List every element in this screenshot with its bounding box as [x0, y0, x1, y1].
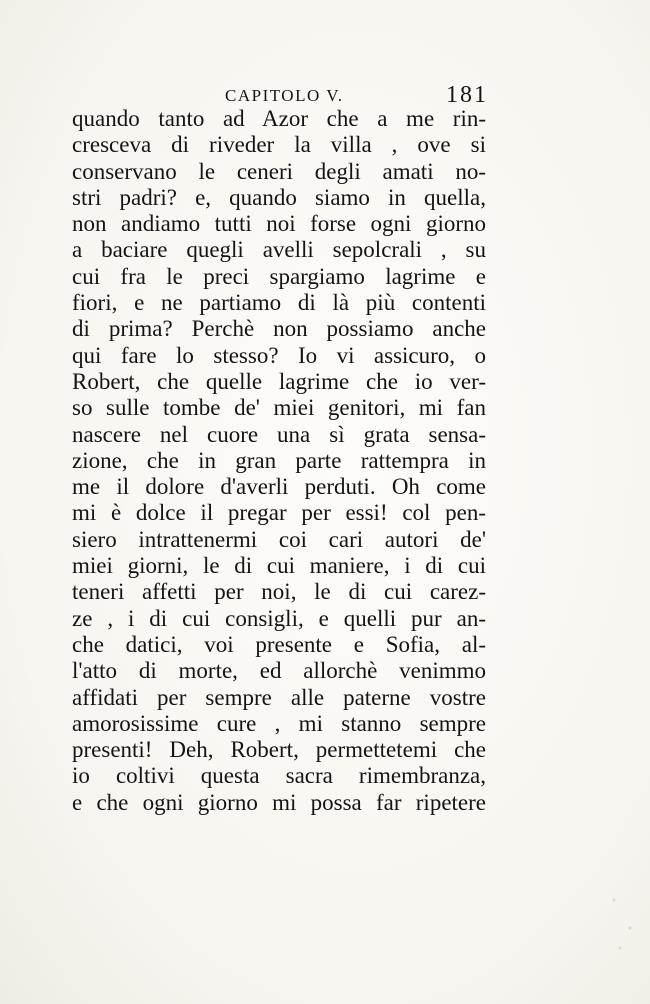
text-line: cui fra le preci spargiamo lagrime e	[72, 263, 486, 289]
text-line: so sulle tombe de' miei genitori, mi fan	[72, 395, 486, 421]
text-line: conservano le ceneri degli amati no-	[72, 158, 486, 184]
text-line: che datici, voi presente e Sofia, al-	[72, 631, 486, 657]
text-line: io coltivi questa sacra rimembranza,	[72, 763, 486, 789]
text-line: a baciare quegli avelli sepolcrali , su	[72, 237, 486, 263]
text-line: siero intrattenermi coi cari autori de'	[72, 526, 486, 552]
paper-specks	[602, 884, 642, 964]
text-line: stri padri? e, quando siamo in quella,	[72, 184, 486, 210]
text-line: quando tanto ad Azor che a me rin-	[72, 106, 486, 131]
text-line: cresceva di riveder la villa , ove si	[72, 132, 486, 158]
text-line: amorosissime cure , mi stanno sempre	[72, 710, 486, 736]
text-line: zione, che in gran parte rattempra in	[72, 447, 486, 473]
body-text	[72, 106, 486, 816]
text-line: non andiamo tutti noi forse ogni giorno	[72, 211, 486, 237]
text-line: affidati per sempre alle paterne vostre	[72, 684, 486, 710]
text-line: l'atto di morte, ed allorchè venimmo	[72, 658, 486, 684]
text-line: fiori, e ne partiamo di là più contenti	[72, 290, 486, 316]
text-line: mi è dolce il pregar per essi! col pen-	[72, 500, 486, 526]
text-line: miei giorni, le di cui maniere, i di cui	[72, 553, 486, 579]
text-line: me il dolore d'averli perduti. Oh come	[72, 474, 486, 500]
running-head: CAPITOLO V.	[225, 86, 344, 105]
text-line: nascere nel cuore una sì grata sensa-	[72, 421, 486, 447]
text-line: qui fare lo stesso? Io vi assicuro, o	[72, 342, 486, 368]
text-line: ze , i di cui consigli, e quelli pur an-	[72, 605, 486, 631]
text-line: Robert, che quelle lagrime che io ver-	[72, 368, 486, 394]
text-line: e che ogni giorno mi possa far ripetere	[72, 789, 486, 815]
text-line: di prima? Perchè non possiamo anche	[72, 316, 486, 342]
text-line: presenti! Deh, Robert, permettetemi che	[72, 737, 486, 763]
page-number: 181	[446, 82, 488, 108]
text-line: teneri affetti per noi, le di cui carez-	[72, 579, 486, 605]
